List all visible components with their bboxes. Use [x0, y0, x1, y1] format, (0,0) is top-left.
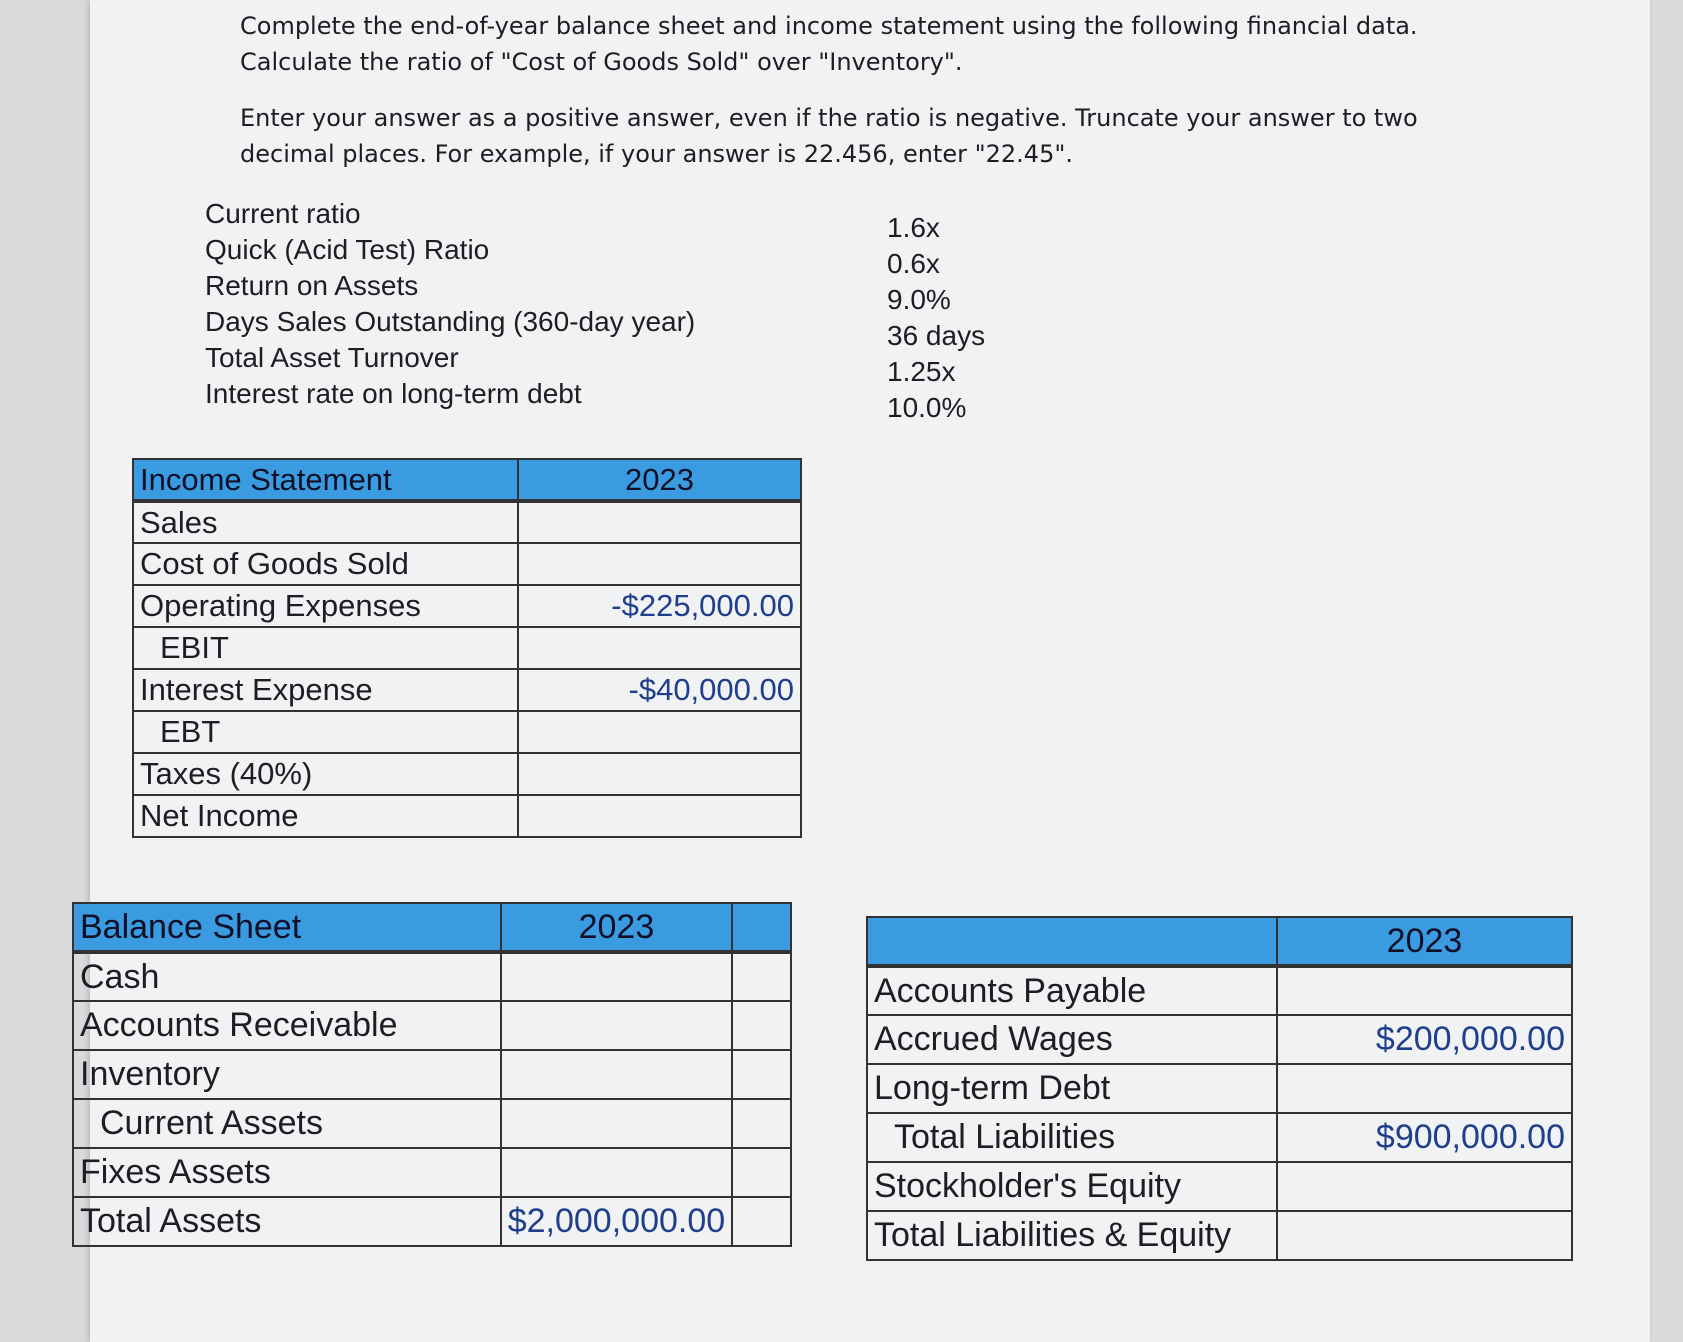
row-label: Taxes (40%)	[133, 753, 518, 795]
row-label: Cash	[73, 952, 501, 1001]
table-row	[867, 1211, 1572, 1260]
row-label: Cost of Goods Sold	[133, 543, 518, 585]
table-header-row	[867, 917, 1572, 966]
ratio-label: Current ratio	[205, 198, 361, 229]
accounts-payable-cell[interactable]	[1277, 966, 1572, 1015]
year-header: 2023	[1277, 917, 1572, 966]
fixed-assets-cell[interactable]	[501, 1148, 732, 1197]
cogs-cell[interactable]	[518, 543, 801, 585]
ebt-cell[interactable]	[518, 711, 801, 753]
row-label: Operating Expenses	[133, 585, 518, 627]
ratio-row-current-ratio	[205, 198, 1025, 243]
instructions-paragraph-2: Enter your answer as a positive answer, even if the ratio is negative. Truncate your answer to two decimal places. For example, if your answer is 22.456, enter "22.45".	[240, 104, 1418, 168]
ratio-value: 9.0%	[887, 284, 951, 315]
table-row	[867, 1162, 1572, 1211]
row-label: Fixes Assets	[73, 1148, 501, 1197]
instructions-paragraph-1: Complete the end-of-year balance sheet and income statement using the following financial data. Calculate the ratio of "Cost of Goods Sold" over "Inventory".	[240, 12, 1418, 76]
net-income-cell[interactable]	[518, 795, 801, 837]
total-liabilities-cell[interactable]: $900,000.00	[1277, 1113, 1572, 1162]
ratio-label: Days Sales Outstanding (360-day year)	[205, 306, 696, 337]
income-statement-header: Income Statement	[133, 459, 518, 501]
row-label: Accounts Receivable	[73, 1001, 501, 1050]
table-row	[867, 1015, 1572, 1064]
ratio-label: Quick (Acid Test) Ratio	[205, 234, 490, 265]
row-label: Total Assets	[73, 1197, 501, 1246]
ratio-list	[205, 198, 1025, 423]
row-label: Accounts Payable	[867, 966, 1277, 1015]
balance-sheet-assets-table	[72, 902, 792, 1247]
stockholders-equity-cell[interactable]	[1277, 1162, 1572, 1211]
ratio-row-interest-rate	[205, 378, 1025, 423]
sales-cell[interactable]	[518, 501, 801, 543]
table-row	[133, 627, 801, 669]
table-row	[133, 585, 801, 627]
table-row	[867, 1064, 1572, 1113]
table-row	[73, 1148, 791, 1197]
row-label: Total Liabilities & Equity	[867, 1211, 1277, 1260]
row-label: Stockholder's Equity	[867, 1162, 1277, 1211]
total-liabilities-equity-cell[interactable]	[1277, 1211, 1572, 1260]
row-label: Total Liabilities	[867, 1113, 1277, 1162]
spacer-cell	[732, 952, 791, 1001]
spacer-cell	[732, 1001, 791, 1050]
row-label: Sales	[133, 501, 518, 543]
table-row	[867, 966, 1572, 1015]
balance-sheet-liabilities-table	[866, 916, 1573, 1261]
accrued-wages-cell[interactable]: $200,000.00	[1277, 1015, 1572, 1064]
table-header-row	[73, 903, 791, 952]
long-term-debt-cell[interactable]	[1277, 1064, 1572, 1113]
cash-cell[interactable]	[501, 952, 732, 1001]
ratio-row-total-asset-turnover	[205, 342, 1025, 387]
row-label: Net Income	[133, 795, 518, 837]
accounts-receivable-cell[interactable]	[501, 1001, 732, 1050]
ratio-label: Return on Assets	[205, 270, 419, 301]
inventory-cell[interactable]	[501, 1050, 732, 1099]
spacer-cell	[732, 1099, 791, 1148]
liabilities-header	[867, 917, 1277, 966]
interest-expense-cell[interactable]: -$40,000.00	[518, 669, 801, 711]
current-assets-cell[interactable]	[501, 1099, 732, 1148]
ratio-row-days-sales-outstanding	[205, 306, 1025, 351]
table-row	[133, 795, 801, 837]
table-row	[133, 753, 801, 795]
year-header: 2023	[501, 903, 732, 952]
ratio-label: Total Asset Turnover	[205, 342, 459, 373]
table-row	[73, 1001, 791, 1050]
row-label: EBIT	[133, 627, 518, 669]
ratio-value: 1.25x	[887, 356, 956, 387]
spacer-cell	[732, 1050, 791, 1099]
table-row	[133, 543, 801, 585]
income-statement-table	[132, 458, 802, 838]
table-header-row	[133, 459, 801, 501]
table-row	[73, 952, 791, 1001]
table-row	[73, 1197, 791, 1246]
ratio-value: 10.0%	[887, 392, 967, 423]
ratio-label: Interest rate on long-term debt	[205, 378, 582, 409]
ratio-row-quick-ratio	[205, 234, 1025, 279]
table-row	[73, 1050, 791, 1099]
ratio-value: 0.6x	[887, 248, 940, 279]
table-row	[133, 501, 801, 543]
taxes-cell[interactable]	[518, 753, 801, 795]
ratio-row-return-on-assets	[205, 270, 1025, 315]
year-header: 2023	[518, 459, 801, 501]
operating-expenses-cell[interactable]: -$225,000.00	[518, 585, 801, 627]
row-label: Inventory	[73, 1050, 501, 1099]
ebit-cell[interactable]	[518, 627, 801, 669]
total-assets-cell[interactable]: $2,000,000.00	[501, 1197, 732, 1246]
table-row	[133, 711, 801, 753]
ratio-value: 36 days	[887, 320, 986, 351]
table-row	[867, 1113, 1572, 1162]
row-label: Current Assets	[73, 1099, 501, 1148]
row-label: Interest Expense	[133, 669, 518, 711]
ratio-value: 1.6x	[887, 212, 940, 243]
table-row	[73, 1099, 791, 1148]
balance-sheet-header: Balance Sheet	[73, 903, 501, 952]
table-row	[133, 669, 801, 711]
row-label: EBT	[133, 711, 518, 753]
spacer-cell	[732, 1148, 791, 1197]
row-label: Long-term Debt	[867, 1064, 1277, 1113]
spacer-header	[732, 903, 791, 952]
row-label: Accrued Wages	[867, 1015, 1277, 1064]
spacer-cell	[732, 1197, 791, 1246]
instructions	[240, 8, 1470, 192]
